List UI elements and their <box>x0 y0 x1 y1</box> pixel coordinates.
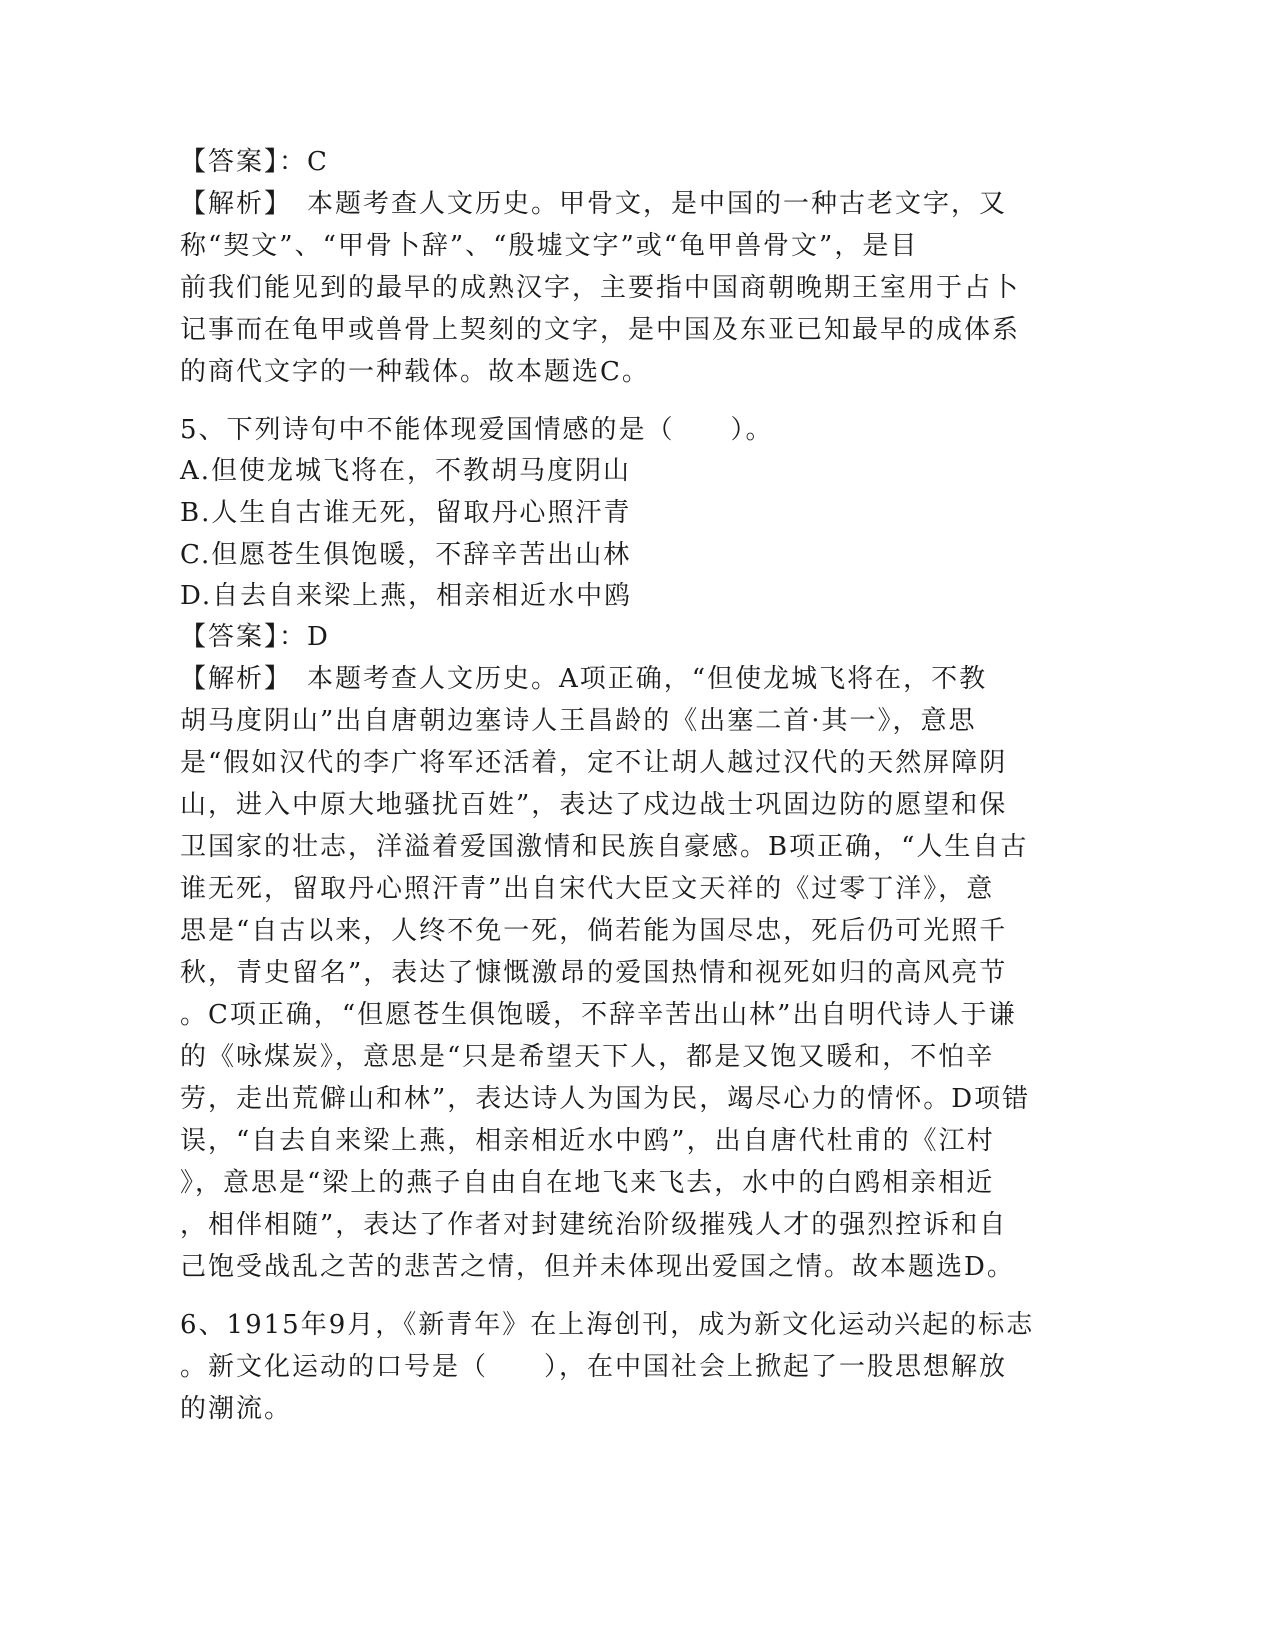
analysis-line: 谁无死，留取丹心照汗青”出自宋代大臣文天祥的《过零丁洋》，意 <box>180 874 995 904</box>
option-a: A.但使龙城飞将在，不教胡马度阴山 <box>180 456 632 486</box>
analysis-line: 的《咏煤炭》，意思是“只是希望天下人，都是又饱又暖和，不怕辛 <box>180 1042 995 1072</box>
analysis-line: 秋，青史留名”，表达了慷慨激昂的爱国热情和视死如归的高风亮节 <box>180 958 1008 988</box>
option-d: D.自去自来梁上燕，相亲相近水中鸥 <box>180 581 633 611</box>
analysis-line: 【解析】 本题考查人文历史。甲骨文，是中国的一种古老文字，又 <box>180 189 1008 219</box>
analysis-line: 【解析】 本题考查人文历史。A项正确，“但使龙城飞将在，不教 <box>180 664 988 694</box>
analysis-line: 胡马度阴山”出自唐朝边塞诗人王昌龄的《出塞二首·其一》，意思 <box>180 706 977 736</box>
analysis-line: 前我们能见到的最早的成熟汉字，主要指中国商朝晚期王室用于占卜 <box>180 273 1021 303</box>
analysis-line: 的商代文字的一种载体。故本题选C。 <box>180 357 650 387</box>
question-6-stem: 6、1915年9月，《新青年》在上海创刊，成为新文化运动兴起的标志 <box>180 1310 1035 1340</box>
analysis-line: 误，“自去自来梁上燕，相亲相近水中鸥”，出自唐代杜甫的《江村 <box>180 1126 995 1156</box>
analysis-line: 》，意思是“梁上的燕子自由自在地飞来飞去，水中的白鸥相亲相近 <box>180 1168 995 1198</box>
analysis-line: 记事而在龟甲或兽骨上契刻的文字，是中国及东亚已知最早的成体系 <box>180 315 1021 345</box>
option-b: B.人生自古谁无死，留取丹心照汗青 <box>180 498 632 528</box>
analysis-line: 山，进入中原大地骚扰百姓”，表达了戍边战士巩固边防的愿望和保 <box>180 790 1008 820</box>
answer-label: 【答案】：C <box>180 147 329 177</box>
analysis-line: 思是“自古以来，人终不免一死，倘若能为国尽忠，死后仍可光照千 <box>180 916 1008 946</box>
option-c: C.但愿苍生俱饱暖，不辞辛苦出山林 <box>180 540 632 570</box>
answer-label: 【答案】：D <box>180 622 330 652</box>
analysis-line: 。C项正确，“但愿苍生俱饱暖，不辞辛苦出山林”出自明代诗人于谦 <box>180 1000 1017 1030</box>
analysis-line: 卫国家的壮志，洋溢着爱国激情和民族自豪感。B项正确，“人生自古 <box>180 832 1029 862</box>
question-6-stem: 。新文化运动的口号是（ ），在中国社会上掀起了一股思想解放 <box>180 1352 1008 1382</box>
question-5-stem: 5、下列诗句中不能体现爱国情感的是（ ）。 <box>180 415 774 445</box>
analysis-line: ，相伴相随”，表达了作者对封建统治阶级摧残人才的强烈控诉和自 <box>180 1210 1008 1240</box>
analysis-line: 劳，走出荒僻山和林”，表达诗人为国为民，竭尽心力的情怀。D项错 <box>180 1084 1031 1114</box>
analysis-line: 称“契文”、“甲骨卜辞”、“殷墟文字”或“龟甲兽骨文”，是目 <box>180 231 919 261</box>
question-6-stem: 的潮流。 <box>180 1394 293 1424</box>
analysis-line: 己饱受战乱之苦的悲苦之情，但并未体现出爱国之情。故本题选D。 <box>180 1252 1015 1282</box>
analysis-line: 是“假如汉代的李广将军还活着，定不让胡人越过汉代的天然屏障阴 <box>180 748 1008 778</box>
